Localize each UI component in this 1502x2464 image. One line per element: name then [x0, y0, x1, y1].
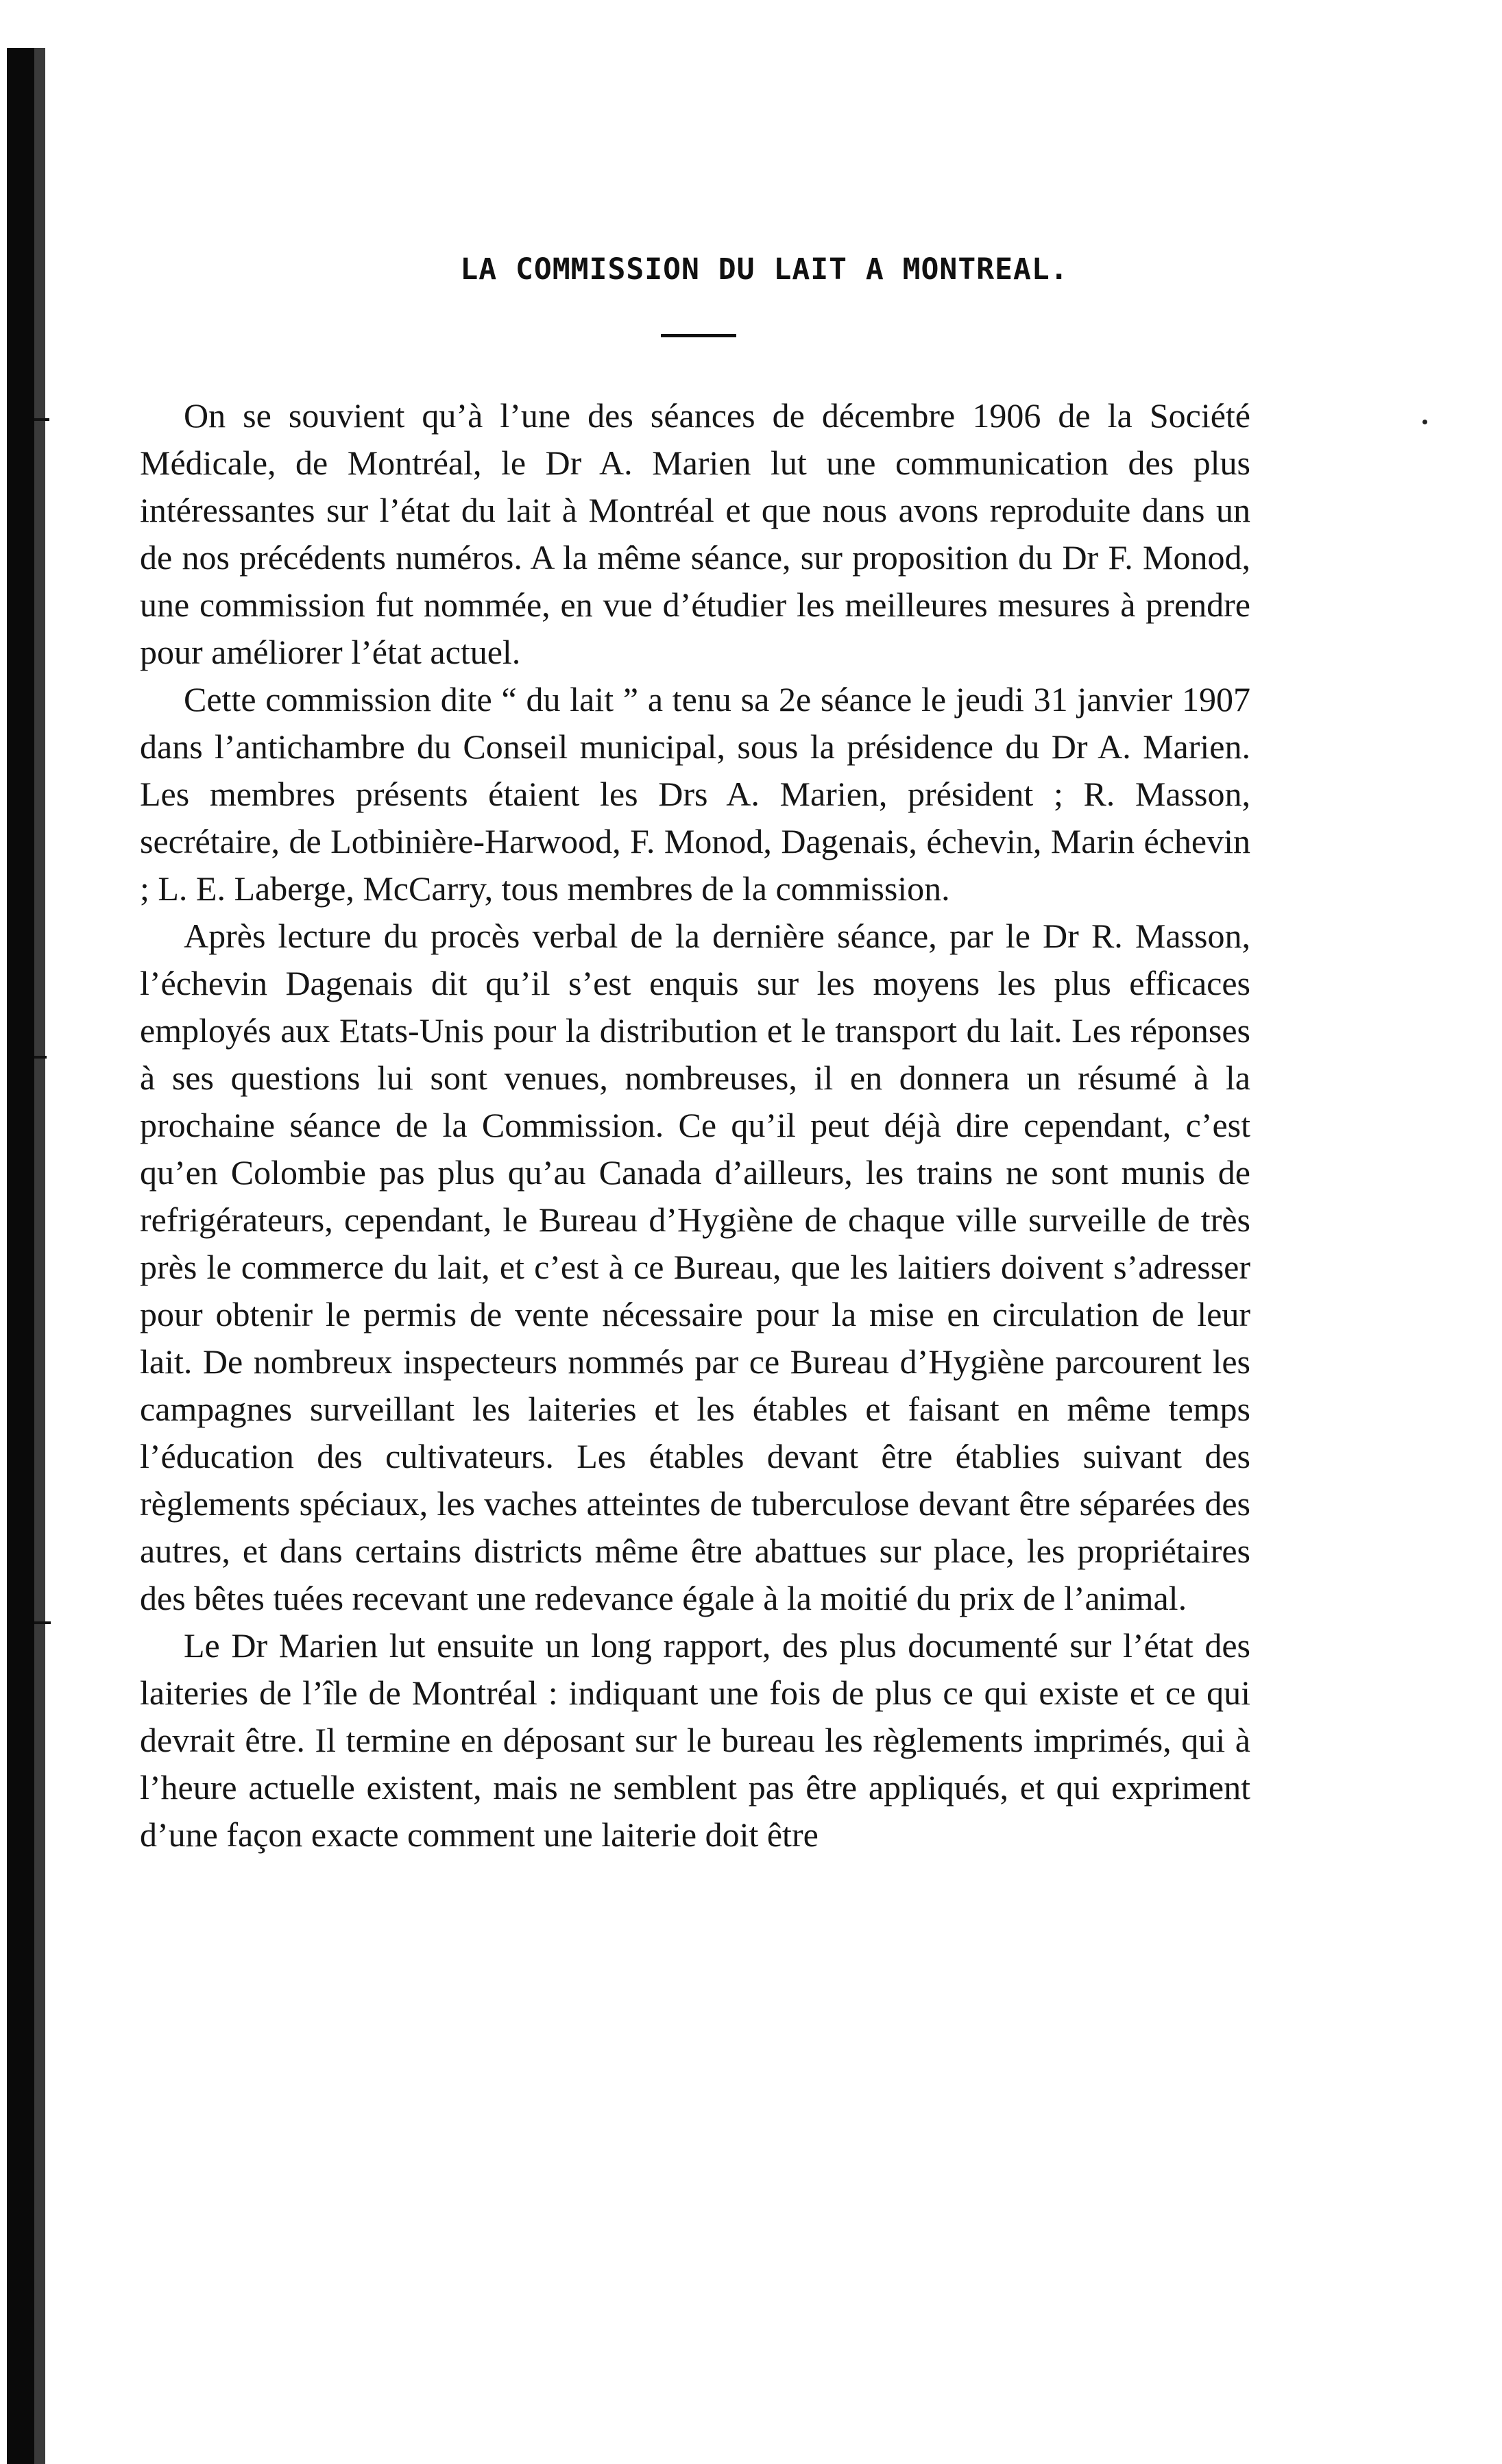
scan-speck [1422, 420, 1427, 424]
article-body [140, 392, 1250, 1859]
paragraph: Le Dr Marien lut ensuite un long rapport, des plus documenté sur l’état des laiteries de l’île de Montréal : indiquant une fois de plus ce qui existe et ce qui devrait être. Il termine en déposant sur le bureau les règlements imprimés, qui à l’heure actuelle existent, mais ne semblent pas être appliqués, et qui expriment d’une façon exacte comment une laiterie doit être [140, 1626, 1250, 1854]
paragraph: Cette commission dite “ du lait ” a tenu sa 2e séance le jeudi 31 janvier 1907 dans l’antichambre du Conseil municipal, sous la présidence du Dr A. Marien. Les membres présents étaient les Drs A. Marien, président ; R. Masson, secrétaire, de Lotbinière-Harwood, F. Monod, Dagenais, échevin, Marin échevin ; L. E. Laberge, McCarry, tous membres de la commission. [140, 680, 1250, 908]
paragraph: On se souvient qu’à l’une des séances de décembre 1906 de la Société Médicale, de Montréal, le Dr A. Marien lut une communication des plus intéressantes sur l’état du lait à Montréal et que nous avons reproduite dans un de nos précédents numéros. A la même séance, sur proposition du Dr F. Monod, une commission fut nommée, en vue d’étudier les meilleures mesures à prendre pour améliorer l’état actuel. [140, 396, 1250, 671]
paragraph: Après lecture du procès verbal de la dernière séance, par le Dr R. Masson, l’échevin Dagenais dit qu’il s’est enquis sur les moyens les plus efficaces employés aux Etats-Unis pour la distribution et le transport du lait. Les réponses à ses questions lui sont venues, nombreuses, il en donnera un résumé à la prochaine séance de la Commission. Ce qu’il peut déjà dire cependant, c’est qu’en Colombie pas plus qu’au Canada d’ailleurs, les trains ne sont munis de refrigérateurs, cependant, le Bureau d’Hygiène de chaque ville surveille de très près le commerce du lait, et c’est à ce Bureau, que les laitiers doivent s’adresser pour obtenir le permis de vente nécessaire pour la mise en circulation de leur lait. De nombreux inspecteurs nommés par ce Bureau d’Hygiène parcourent les campagnes surveillant les laiteries et les étables et faisant en même temps l’éducation des cultivateurs. Les étables devant être établies suivant des règlements spéciaux, les vaches atteintes de tuberculose devant être séparées des autres, et dans certains districts même être abattues sur place, les propriétaires des bêtes tuées recevant une redevance égale à la moitié du prix de l’animal. [140, 917, 1250, 1617]
article-title: LA COMMISSION DU LAIT A MONTREAL. [460, 252, 1069, 287]
title-rule [661, 334, 736, 337]
